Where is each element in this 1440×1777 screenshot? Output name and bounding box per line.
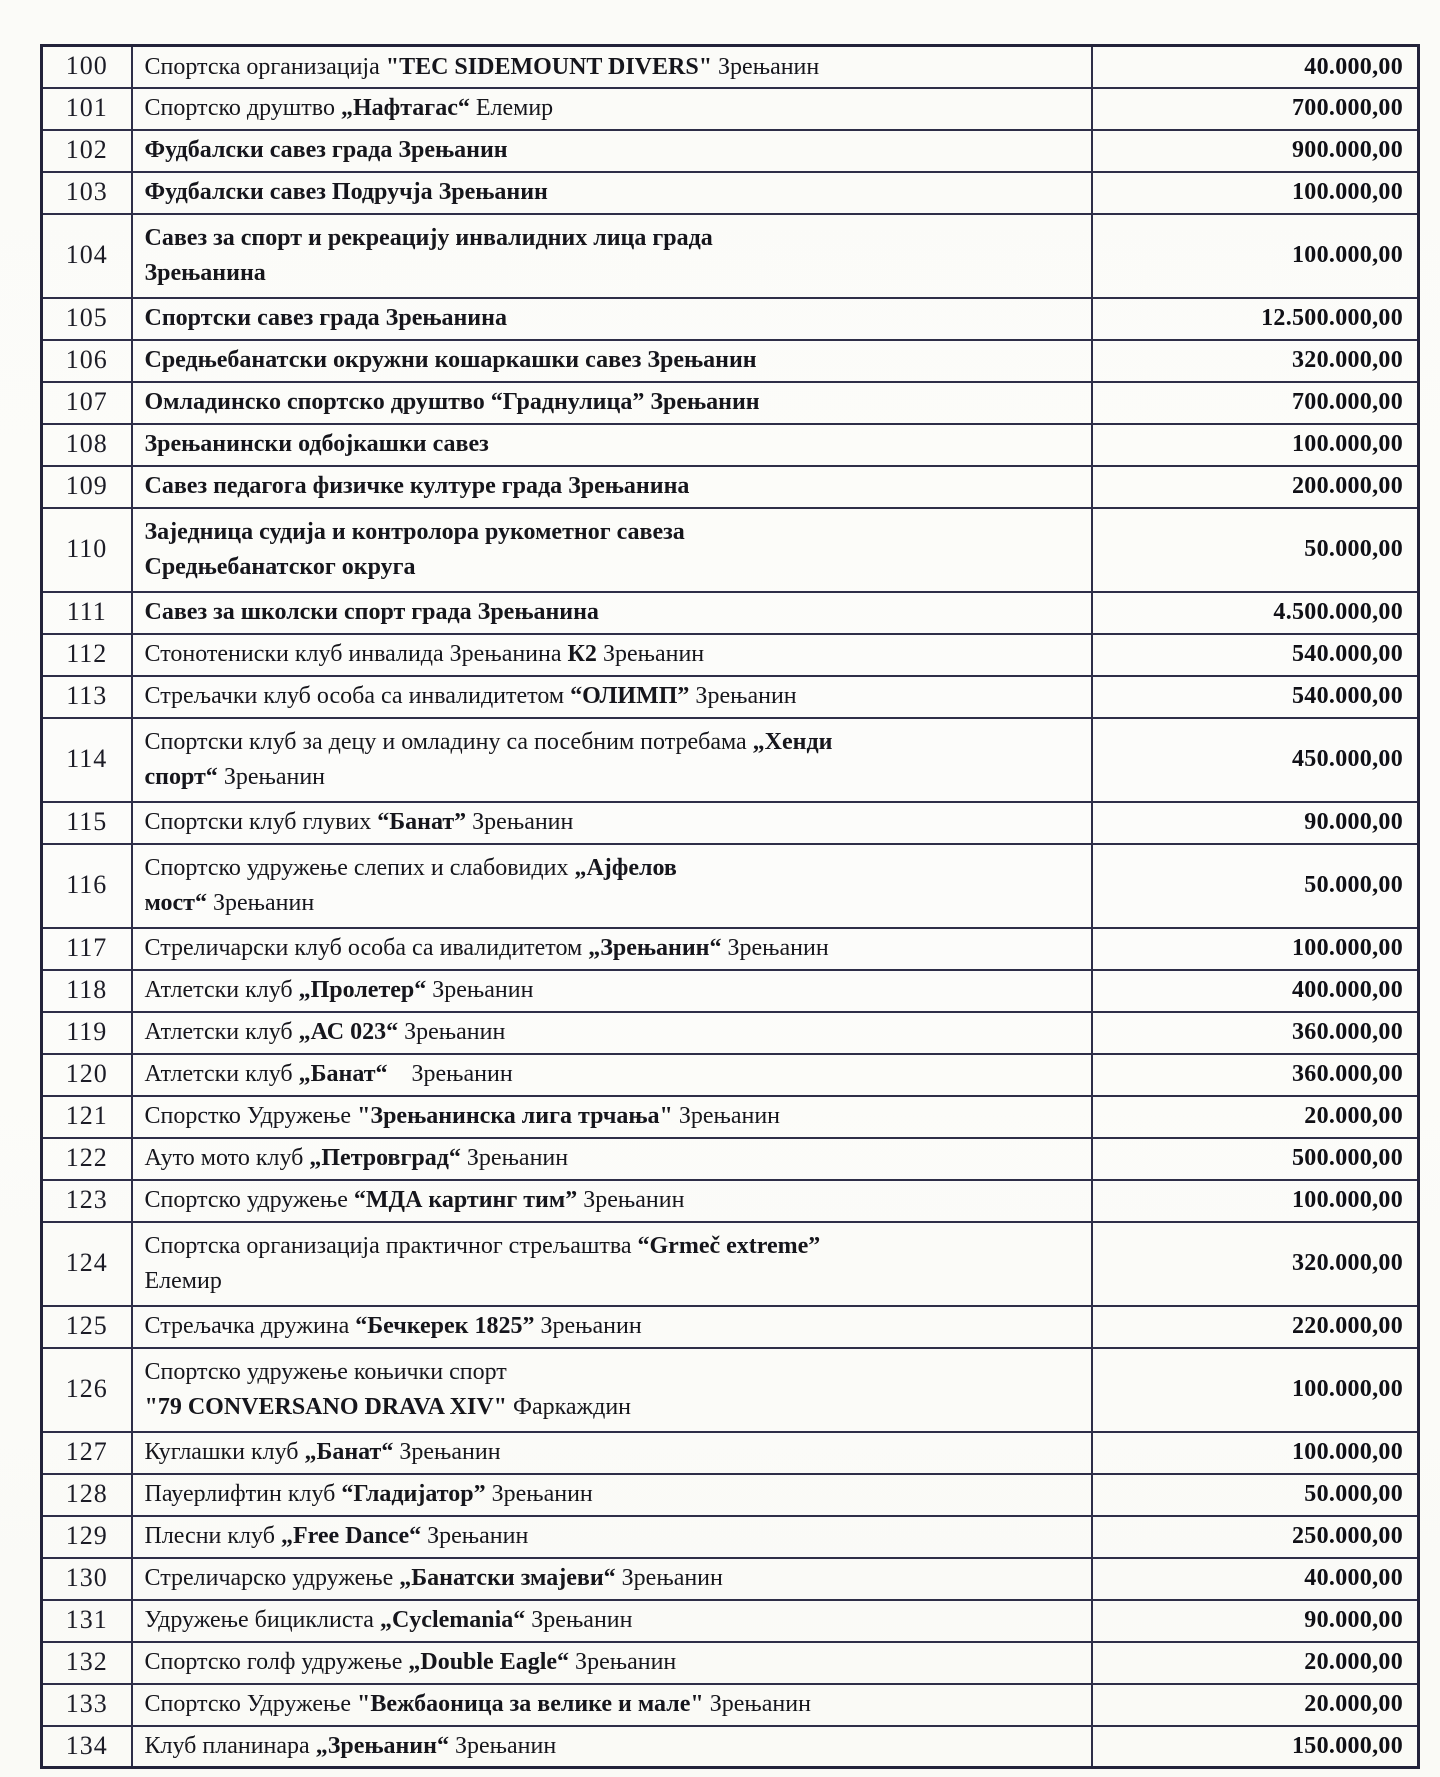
table-row xyxy=(42,1306,1419,1348)
name-segment: Клуб планинара xyxy=(144,1733,316,1760)
amount-cell: 4.500.000,00 xyxy=(1092,592,1419,634)
amount-cell: 150.000,00 xyxy=(1092,1726,1419,1768)
table-row xyxy=(42,1474,1419,1516)
table-row xyxy=(42,466,1419,508)
name-segment: Атлетски клуб xyxy=(144,1019,299,1046)
row-number-cell: 121 xyxy=(42,1096,132,1138)
row-number-cell: 109 xyxy=(42,466,132,508)
name-segment: Зрењанин xyxy=(217,763,326,790)
name-segment: Спортско друштво xyxy=(144,95,341,122)
organization-name-cell xyxy=(132,592,1092,634)
name-segment: спорт“ xyxy=(144,763,218,790)
amount-cell: 320.000,00 xyxy=(1092,1222,1419,1306)
organization-name-cell xyxy=(132,1012,1092,1054)
row-number-cell: 127 xyxy=(42,1432,132,1474)
table-row xyxy=(42,1558,1419,1600)
name-segment: Зрењанински одбојкашки савез xyxy=(144,431,489,458)
amount-cell: 100.000,00 xyxy=(1092,424,1419,466)
name-segment: Зрењанин xyxy=(577,1187,685,1214)
name-segment: „Нафтагас“ xyxy=(340,95,470,122)
name-segment: Зрењанин xyxy=(615,1565,723,1592)
table-row xyxy=(42,970,1419,1012)
table-row xyxy=(42,928,1419,970)
name-segment: мост“ xyxy=(144,889,207,916)
amount-cell: 20.000,00 xyxy=(1092,1642,1419,1684)
row-number-cell: 115 xyxy=(42,802,132,844)
name-segment: „Double Eagle“ xyxy=(408,1649,570,1676)
name-segment: Спортска организација xyxy=(144,53,386,80)
amount-cell: 100.000,00 xyxy=(1092,1348,1419,1432)
organization-name-cell xyxy=(132,214,1092,298)
organization-name-cell xyxy=(132,508,1092,592)
grants-table-body xyxy=(42,46,1419,1768)
name-segment: Ауто мото клуб xyxy=(144,1145,310,1172)
row-number-cell: 107 xyxy=(42,382,132,424)
table-row xyxy=(42,1222,1419,1306)
organization-name-cell xyxy=(132,1642,1092,1684)
table-row xyxy=(42,718,1419,802)
amount-cell: 50.000,00 xyxy=(1092,508,1419,592)
amount-cell: 100.000,00 xyxy=(1092,928,1419,970)
name-segment: Куглашки клуб xyxy=(144,1439,305,1466)
amount-cell: 40.000,00 xyxy=(1092,46,1419,88)
grants-table xyxy=(40,44,1420,1769)
organization-name-cell xyxy=(132,1474,1092,1516)
name-segment: “Банат” xyxy=(377,809,467,836)
name-segment: Спортски клуб за децу и омладину са посебним потребама xyxy=(144,729,753,756)
table-row xyxy=(42,508,1419,592)
table-row xyxy=(42,88,1419,130)
amount-cell: 360.000,00 xyxy=(1092,1012,1419,1054)
name-segment: Зрењанин xyxy=(712,53,820,80)
amount-cell: 900.000,00 xyxy=(1092,130,1419,172)
organization-name-cell xyxy=(132,1600,1092,1642)
amount-cell: 200.000,00 xyxy=(1092,466,1419,508)
name-segment: Пауерлифтин клуб xyxy=(144,1481,342,1508)
organization-name-cell xyxy=(132,1138,1092,1180)
amount-cell: 50.000,00 xyxy=(1092,1474,1419,1516)
row-number-cell: 119 xyxy=(42,1012,132,1054)
organization-name-cell xyxy=(132,130,1092,172)
name-segment: Зрењанин xyxy=(534,1313,642,1340)
name-segment: „Петровград“ xyxy=(309,1145,461,1172)
row-number-cell: 128 xyxy=(42,1474,132,1516)
table-row xyxy=(42,1726,1419,1768)
row-number-cell: 102 xyxy=(42,130,132,172)
table-row xyxy=(42,340,1419,382)
name-segment: Фудбалски савез града Зрењанин xyxy=(144,137,508,164)
name-segment: "TEC SIDEMOUNT DIVERS" xyxy=(385,53,713,80)
name-segment: Средњебанатски окружни кошаркашки савез Зрењанин xyxy=(144,347,757,374)
amount-cell: 700.000,00 xyxy=(1092,88,1419,130)
row-number-cell: 103 xyxy=(42,172,132,214)
amount-cell: 12.500.000,00 xyxy=(1092,298,1419,340)
name-segment: „Пролетер“ xyxy=(298,977,427,1004)
name-segment: Савез педагога физичке културе града Зрењанина xyxy=(144,473,690,500)
amount-cell: 100.000,00 xyxy=(1092,1180,1419,1222)
row-number-cell: 124 xyxy=(42,1222,132,1306)
amount-cell: 20.000,00 xyxy=(1092,1096,1419,1138)
name-segment: Фаркаждин xyxy=(506,1393,632,1420)
name-segment: Зрењанин xyxy=(206,889,315,916)
organization-name-cell xyxy=(132,634,1092,676)
name-segment: Омладинско спортско друштво “Граднулица” Зрењанин xyxy=(144,389,760,416)
name-segment: "79 CONVERSANO DRAVA XIV" xyxy=(144,1393,507,1420)
row-number-cell: 133 xyxy=(42,1684,132,1726)
table-row xyxy=(42,634,1419,676)
name-segment: „Free Dance“ xyxy=(280,1523,422,1550)
organization-name-cell xyxy=(132,340,1092,382)
name-segment: Плесни клуб xyxy=(144,1523,281,1550)
name-segment: Спортски савез града Зрењанина xyxy=(144,305,507,332)
name-segment: Спортско удружење коњички спорт xyxy=(144,1359,507,1386)
row-number-cell: 131 xyxy=(42,1600,132,1642)
amount-cell: 540.000,00 xyxy=(1092,634,1419,676)
row-number-cell: 106 xyxy=(42,340,132,382)
name-segment: Стрељачка дружина xyxy=(144,1313,356,1340)
table-row xyxy=(42,46,1419,88)
row-number-cell: 105 xyxy=(42,298,132,340)
amount-cell: 250.000,00 xyxy=(1092,1516,1419,1558)
organization-name-cell xyxy=(132,1684,1092,1726)
row-number-cell: 100 xyxy=(42,46,132,88)
organization-name-cell xyxy=(132,46,1092,88)
name-segment: “Бечкерек 1825” xyxy=(355,1313,535,1340)
row-number-cell: 132 xyxy=(42,1642,132,1684)
table-row xyxy=(42,172,1419,214)
row-number-cell: 101 xyxy=(42,88,132,130)
name-segment: „Cyclemania“ xyxy=(379,1607,526,1634)
amount-cell: 700.000,00 xyxy=(1092,382,1419,424)
name-segment: "Вежбаоница за велике и мале" xyxy=(357,1691,704,1718)
name-segment: Зрењанин xyxy=(596,641,705,668)
row-number-cell: 122 xyxy=(42,1138,132,1180)
amount-cell: 400.000,00 xyxy=(1092,970,1419,1012)
name-segment: Елемир xyxy=(469,95,554,122)
organization-name-cell xyxy=(132,424,1092,466)
table-row xyxy=(42,844,1419,928)
name-segment: Спортски клуб глувих xyxy=(144,809,378,836)
table-row xyxy=(42,802,1419,844)
name-segment: Атлетски клуб xyxy=(144,977,299,1004)
table-row xyxy=(42,382,1419,424)
name-segment: Елемир xyxy=(144,1267,222,1294)
name-segment: Зрењанин xyxy=(485,1481,593,1508)
name-segment: Фудбалски савез Подручја Зрењанин xyxy=(144,179,548,206)
organization-name-cell xyxy=(132,1054,1092,1096)
table-row xyxy=(42,1516,1419,1558)
row-number-cell: 129 xyxy=(42,1516,132,1558)
table-row xyxy=(42,214,1419,298)
organization-name-cell xyxy=(132,844,1092,928)
organization-name-cell xyxy=(132,466,1092,508)
amount-cell: 220.000,00 xyxy=(1092,1306,1419,1348)
amount-cell: 90.000,00 xyxy=(1092,802,1419,844)
row-number-cell: 120 xyxy=(42,1054,132,1096)
name-segment: “Grmeč extreme” xyxy=(637,1233,821,1260)
row-number-cell: 111 xyxy=(42,592,132,634)
row-number-cell: 123 xyxy=(42,1180,132,1222)
organization-name-cell xyxy=(132,676,1092,718)
table-row xyxy=(42,592,1419,634)
table-row xyxy=(42,1138,1419,1180)
amount-cell: 40.000,00 xyxy=(1092,1558,1419,1600)
name-segment: Зрењанин xyxy=(672,1103,781,1130)
name-segment: „Ајфелов xyxy=(574,855,677,882)
organization-name-cell xyxy=(132,88,1092,130)
name-segment: Зрењанина xyxy=(144,259,266,286)
table-row xyxy=(42,1600,1419,1642)
name-segment: Заједница судија и контролора рукометног савеза xyxy=(144,519,685,546)
amount-cell: 450.000,00 xyxy=(1092,718,1419,802)
row-number-cell: 108 xyxy=(42,424,132,466)
row-number-cell: 116 xyxy=(42,844,132,928)
name-segment: "Зрењанинска лига трчања" xyxy=(357,1103,673,1130)
name-segment: „Хенди xyxy=(752,729,833,756)
name-segment: Спортско голф удружење xyxy=(144,1649,409,1676)
name-segment: Спортско удружење слепих и слабовидих xyxy=(144,855,575,882)
name-segment: „Банат“ xyxy=(304,1439,394,1466)
organization-name-cell xyxy=(132,970,1092,1012)
name-segment: „Банат“ xyxy=(298,1061,388,1088)
amount-cell: 100.000,00 xyxy=(1092,214,1419,298)
amount-cell: 20.000,00 xyxy=(1092,1684,1419,1726)
row-number-cell: 125 xyxy=(42,1306,132,1348)
name-segment: „Банатски змајеви“ xyxy=(399,1565,616,1592)
organization-name-cell xyxy=(132,1348,1092,1432)
amount-cell: 540.000,00 xyxy=(1092,676,1419,718)
row-number-cell: 130 xyxy=(42,1558,132,1600)
name-segment: Зрењанин xyxy=(703,1691,811,1718)
name-segment: К2 xyxy=(567,641,597,668)
organization-name-cell xyxy=(132,1558,1092,1600)
table-row xyxy=(42,298,1419,340)
amount-cell: 360.000,00 xyxy=(1092,1054,1419,1096)
row-number-cell: 110 xyxy=(42,508,132,592)
name-segment: Спортска организација практичног стрељаштва xyxy=(144,1233,638,1260)
table-row xyxy=(42,1432,1419,1474)
name-segment: „Зрењанин“ xyxy=(315,1733,449,1760)
amount-cell: 500.000,00 xyxy=(1092,1138,1419,1180)
amount-cell: 320.000,00 xyxy=(1092,340,1419,382)
name-segment: Спортско удружење xyxy=(144,1187,354,1214)
amount-cell: 50.000,00 xyxy=(1092,844,1419,928)
name-segment: Зрењанин xyxy=(466,809,574,836)
row-number-cell: 118 xyxy=(42,970,132,1012)
table-row xyxy=(42,130,1419,172)
table-row xyxy=(42,1684,1419,1726)
row-number-cell: 114 xyxy=(42,718,132,802)
name-segment: „Зрењанин“ xyxy=(588,935,722,962)
organization-name-cell xyxy=(132,1516,1092,1558)
name-segment: „АС 023“ xyxy=(298,1019,399,1046)
name-segment: Зрењанин xyxy=(387,1061,513,1088)
name-segment: Зрењанин xyxy=(721,935,829,962)
organization-name-cell xyxy=(132,802,1092,844)
name-segment: Средњебанатског округа xyxy=(144,553,416,580)
name-segment: Зрењанин xyxy=(448,1733,557,1760)
row-number-cell: 113 xyxy=(42,676,132,718)
organization-name-cell xyxy=(132,1726,1092,1768)
name-segment: Стреличарски клуб особа са ивалидитетом xyxy=(144,935,589,962)
table-row xyxy=(42,1054,1419,1096)
name-segment: Стрељачки клуб особа са инвалидитетом xyxy=(144,683,571,710)
row-number-cell: 112 xyxy=(42,634,132,676)
name-segment: Зрењанин xyxy=(525,1607,633,1634)
name-segment: “Гладијатор” xyxy=(341,1481,486,1508)
name-segment: Зрењанин xyxy=(689,683,797,710)
table-row xyxy=(42,676,1419,718)
name-segment: Атлетски клуб xyxy=(144,1061,299,1088)
organization-name-cell xyxy=(132,1096,1092,1138)
amount-cell: 100.000,00 xyxy=(1092,1432,1419,1474)
table-row xyxy=(42,1096,1419,1138)
organization-name-cell xyxy=(132,172,1092,214)
row-number-cell: 104 xyxy=(42,214,132,298)
name-segment: Спорстко Удружење xyxy=(144,1103,358,1130)
organization-name-cell xyxy=(132,1222,1092,1306)
amount-cell: 100.000,00 xyxy=(1092,172,1419,214)
name-segment: Савез за школски спорт града Зрењанина xyxy=(144,599,599,626)
organization-name-cell xyxy=(132,718,1092,802)
table-row xyxy=(42,1348,1419,1432)
table-row xyxy=(42,1180,1419,1222)
name-segment: Зрењанин xyxy=(426,977,534,1004)
name-segment: Удружење бициклиста xyxy=(144,1607,380,1634)
name-segment: Зрењанин xyxy=(393,1439,501,1466)
name-segment: Стреличарско удружење xyxy=(144,1565,400,1592)
organization-name-cell xyxy=(132,298,1092,340)
organization-name-cell xyxy=(132,1180,1092,1222)
name-segment: Спортско Удружење xyxy=(144,1691,358,1718)
organization-name-cell xyxy=(132,1306,1092,1348)
row-number-cell: 134 xyxy=(42,1726,132,1768)
table-row xyxy=(42,424,1419,466)
organization-name-cell xyxy=(132,382,1092,424)
table-row xyxy=(42,1012,1419,1054)
name-segment: Зрењанин xyxy=(569,1649,677,1676)
name-segment: “МДА картинг тим” xyxy=(353,1187,578,1214)
table-row xyxy=(42,1642,1419,1684)
organization-name-cell xyxy=(132,1432,1092,1474)
row-number-cell: 126 xyxy=(42,1348,132,1432)
name-segment: Зрењанин xyxy=(421,1523,529,1550)
name-segment: “ОЛИМП” xyxy=(570,683,690,710)
name-segment: Стонотениски клуб инвалида Зрењанина xyxy=(144,641,568,668)
row-number-cell: 117 xyxy=(42,928,132,970)
organization-name-cell xyxy=(132,928,1092,970)
amount-cell: 90.000,00 xyxy=(1092,1600,1419,1642)
name-segment: Савез за спорт и рекреацију инвалидних лица града xyxy=(144,225,713,252)
name-segment: Зрењанин xyxy=(398,1019,506,1046)
name-segment: Зрењанин xyxy=(460,1145,569,1172)
